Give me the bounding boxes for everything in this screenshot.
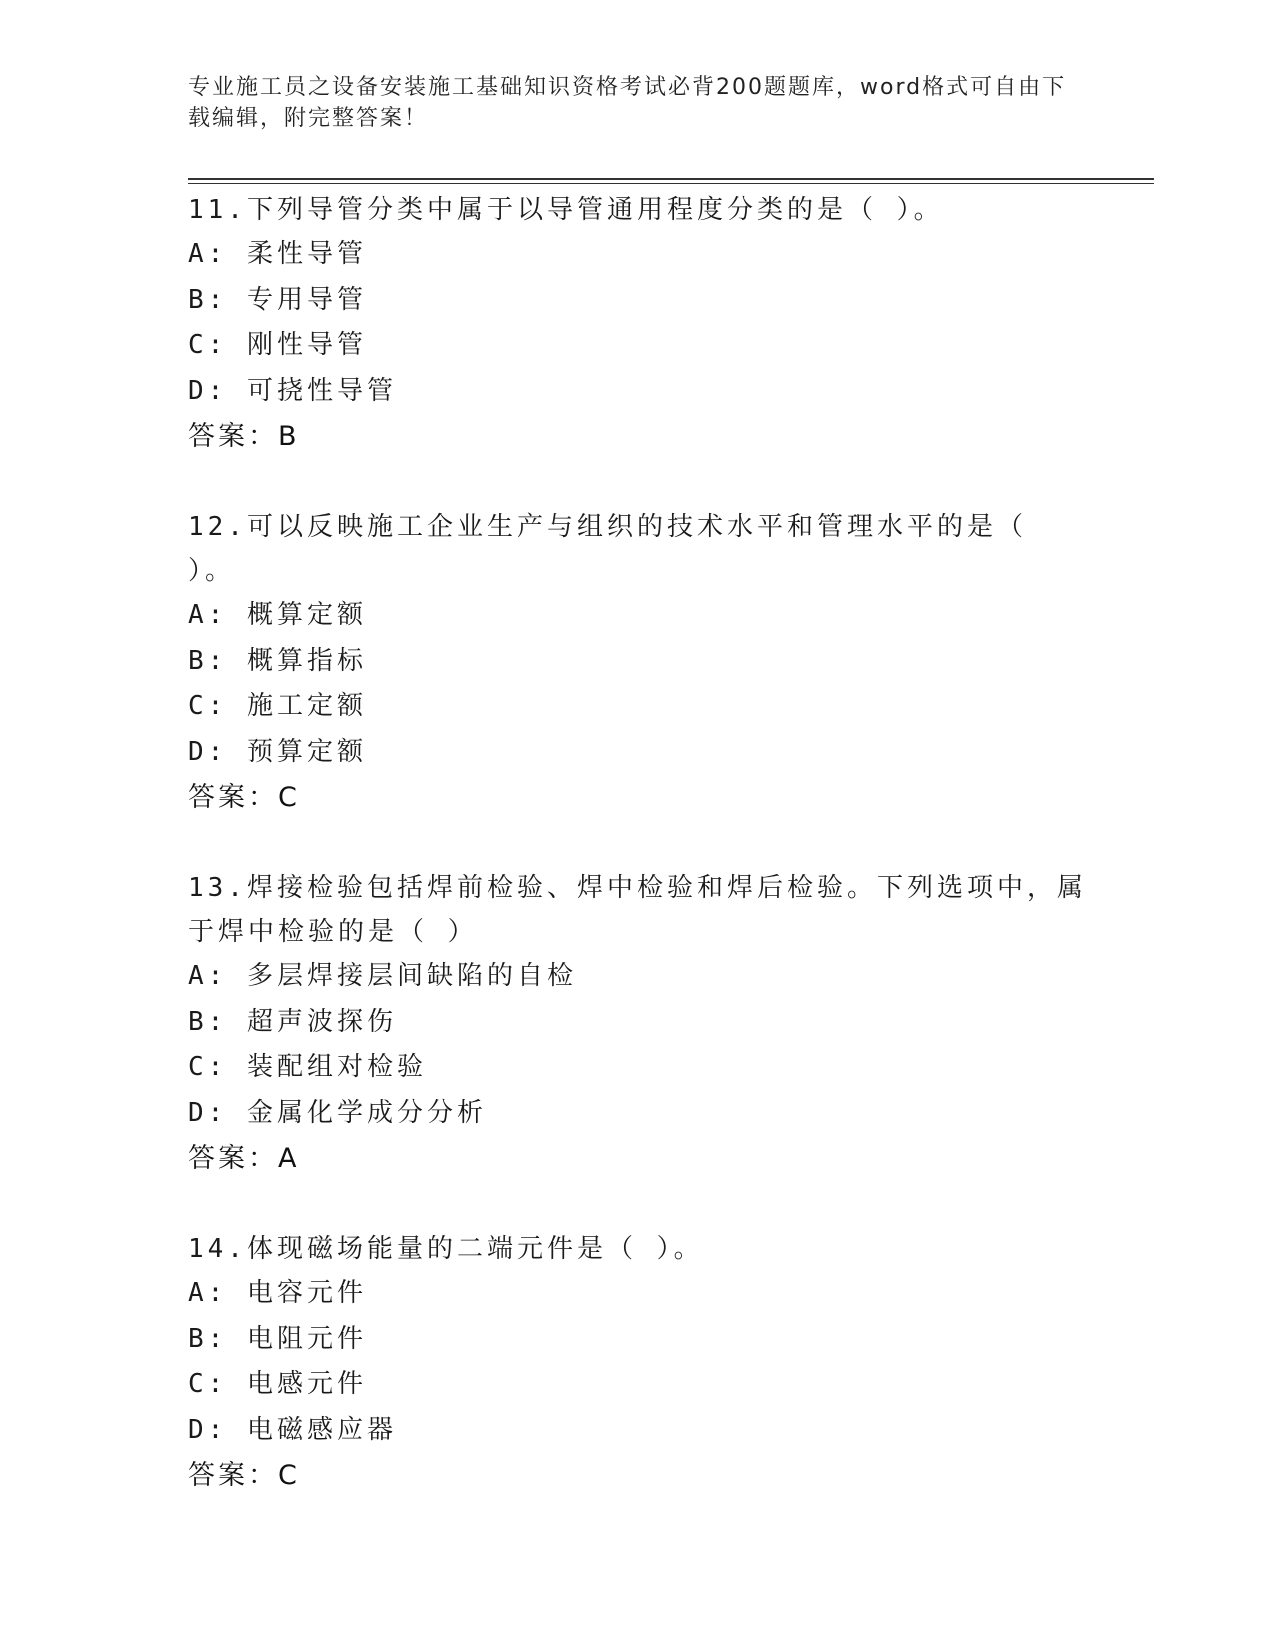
option-c: C: 装配组对检验 <box>188 1052 427 1082</box>
question-stem: 14.体现磁场能量的二端元件是（ ）。 <box>188 1234 704 1264</box>
option-a: A: 柔性导管 <box>188 239 367 269</box>
header-divider-thin <box>188 183 1154 184</box>
question-stem: 12.可以反映施工企业生产与组织的技术水平和管理水平的是（ ）。 <box>188 512 1027 586</box>
option-b: B: 电阻元件 <box>188 1323 367 1354</box>
question-stem: 11.下列导管分类中属于以导管通用程度分类的是（ ）。 <box>188 195 944 225</box>
option-d: D: 电磁感应器 <box>188 1414 397 1445</box>
option-c: C: 施工定额 <box>188 691 367 721</box>
option-a: A: 多层焊接层间缺陷的自检 <box>188 961 577 991</box>
answer: 答案：A <box>188 1143 300 1174</box>
question-11 <box>188 188 1088 460</box>
option-b: B: 专用导管 <box>188 284 367 315</box>
option-c: C: 电感元件 <box>188 1369 367 1399</box>
option-d: D: 可挠性导管 <box>188 375 397 406</box>
question-list <box>188 188 1088 1544</box>
answer: 答案：C <box>188 1460 300 1491</box>
document-intro: 专业施工员之设备安装施工基础知识资格考试必背200题题库，word格式可自由下载编辑，附完整答案！ <box>188 75 1067 131</box>
option-d: D: 预算定额 <box>188 736 367 767</box>
option-b: B: 概算指标 <box>188 645 367 676</box>
option-c: C: 刚性导管 <box>188 330 367 360</box>
option-b: B: 超声波探伤 <box>188 1006 397 1037</box>
header-divider-thick <box>188 178 1154 180</box>
option-d: D: 金属化学成分分析 <box>188 1097 487 1128</box>
answer: 答案：C <box>188 782 300 813</box>
option-a: A: 电容元件 <box>188 1278 367 1308</box>
question-stem: 13.焊接检验包括焊前检验、焊中检验和焊后检验。下列选项中，属于焊中检验的是（ ） <box>188 873 1087 947</box>
option-a: A: 概算定额 <box>188 600 367 630</box>
answer: 答案：B <box>188 421 300 452</box>
question-12 <box>188 505 1088 821</box>
question-14 <box>188 1227 1088 1499</box>
question-13 <box>188 866 1088 1182</box>
